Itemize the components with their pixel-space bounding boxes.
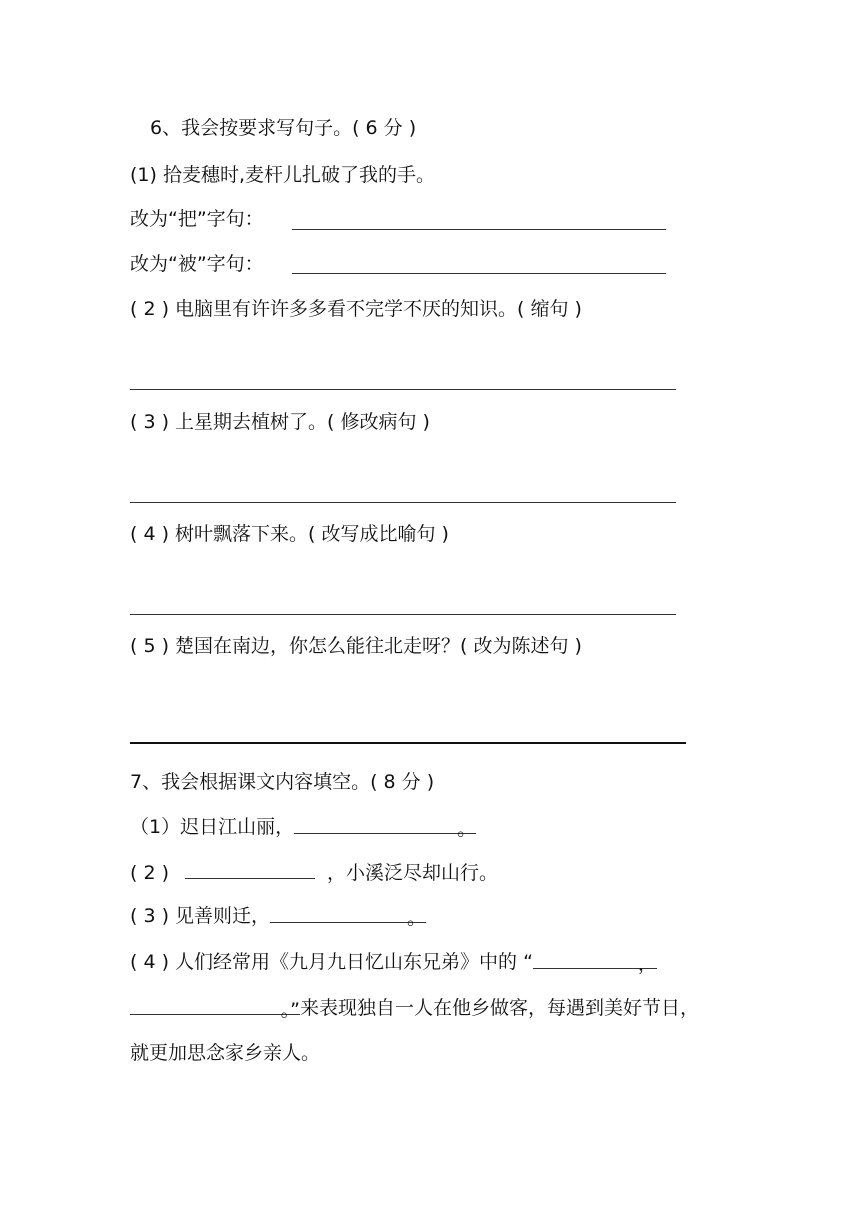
q6-sentence-2: ( 2 ) 电脑里有许许多多看不完学不厌的知识。( 缩句 ): [130, 298, 582, 320]
q6-sentence-3: ( 3 ) 上星期去植树了。( 修改病句 ): [130, 411, 430, 433]
q6-sentence-1: (1) 拾麦穗时,麦杆儿扎破了我的手。: [130, 164, 435, 186]
q7-item-2-blank[interactable]: [185, 860, 315, 879]
q6-title: 6、我会按要求写句子。( 6 分 ): [150, 117, 417, 139]
q7-item-4-suffix: 来表现独自一人在他乡做客，每遇到美好节日，: [300, 997, 700, 1019]
q7-item-2-prefix: ( 2 ): [130, 862, 169, 884]
q7-item-3-prefix: ( 3 ) 见善则迁，: [130, 905, 271, 927]
q7-item-4-blank-1[interactable]: [533, 950, 657, 975]
q6-ba-label: 改为“把”字句：: [130, 208, 264, 230]
q7-item-4-end: 。”: [280, 999, 300, 1021]
q7-item-3-end: 。: [407, 907, 427, 929]
q6-answer-line-3[interactable]: [130, 502, 676, 503]
q7-item-4-comma: ，: [637, 953, 657, 975]
q6-bei-answer-line[interactable]: [292, 273, 666, 274]
q7-item-1-blank[interactable]: [294, 815, 477, 840]
q6-ba-answer-line[interactable]: [292, 229, 666, 230]
q7-item-3: [130, 904, 426, 928]
q7-item-2-suffix: ，小溪泛尽却山行。: [327, 862, 499, 884]
q6-sentence-5: ( 5 ) 楚国在南边，你怎么能往北走呀？( 改为陈述句 ): [130, 635, 582, 657]
q6-bei-label: 改为“被”字句：: [130, 253, 264, 275]
q7-item-4-prefix: ( 4 ) 人们经常用《九月九日忆山东兄弟》中的 “: [130, 951, 533, 973]
q6-answer-line-4[interactable]: [130, 614, 676, 615]
q6-sentence-4: ( 4 ) 树叶飘落下来。( 改写成比喻句 ): [130, 523, 449, 545]
q7-item-3-blank[interactable]: [270, 904, 427, 929]
q6-answer-line-5[interactable]: [130, 742, 686, 744]
q7-title: 7、我会根据课文内容填空。( 8 分 ): [130, 771, 435, 793]
q6-answer-line-2[interactable]: [130, 389, 676, 390]
q7-item-1-prefix: （1）迟日江山丽，: [130, 816, 295, 838]
q7-item-4-blank-2[interactable]: [130, 996, 300, 1021]
q7-item-1: [130, 815, 476, 839]
q7-item-4-line-3: 就更加思念家乡亲人。: [130, 1042, 321, 1064]
q7-item-2: [130, 860, 498, 885]
q7-item-1-end: 。: [457, 818, 477, 840]
q7-item-4-line-2: [130, 996, 699, 1020]
q7-item-4-line-1: [130, 950, 657, 974]
